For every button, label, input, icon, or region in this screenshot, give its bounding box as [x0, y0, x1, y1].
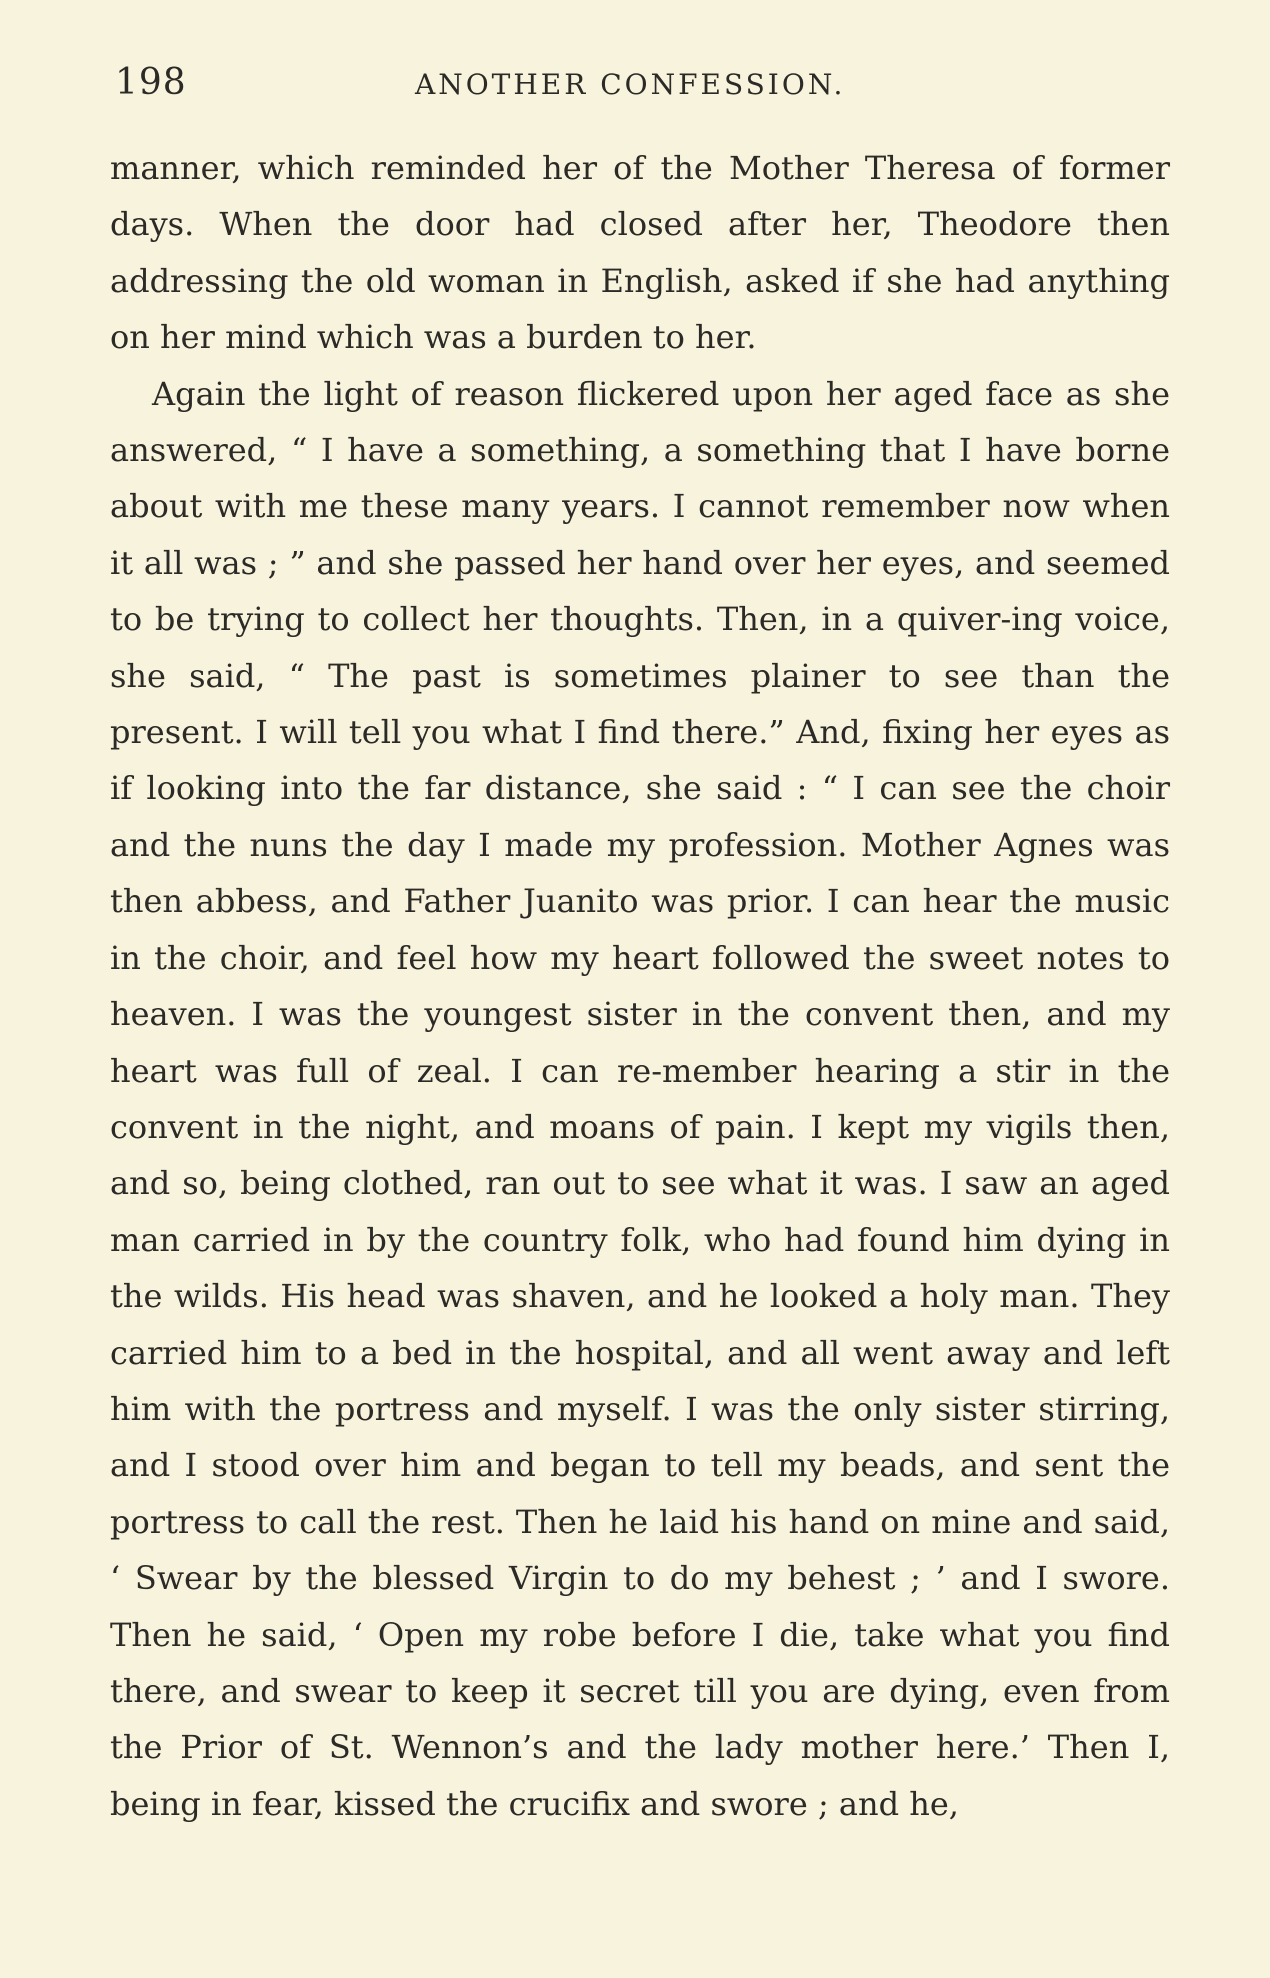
page-header — [105, 62, 1175, 112]
paragraph-continuation: manner, which reminded her of the Mother Theresa of former days. When the door had closed after her, Theodore then addressing the old woman in English, asked if she had anything on her mind which was a burden to her. — [110, 149, 1170, 357]
running-title: ANOTHER CONFESSION. — [415, 68, 846, 101]
body-text — [110, 140, 1170, 1832]
paragraph: Again the light of reason flickered upon her aged face as she answered, “ I have a something, a something that I have borne about with me these many years. I cannot remember now when it all was ; ” and she passed her hand over her eyes, and seemed to be trying to collect her thoughts. Then, in a quiver-ing voice, she said, “ The past is sometimes plainer to see than the present. I will tell you what I find there.” And, fixing her eyes as if looking into the far distance, she said : “ I can see the choir and the nuns the day I made my profession. Mother Agnes was then abbess, and Father Juanito was prior. I can hear the music in the choir, and feel how my heart followed the sweet notes to heaven. I was the youngest sister in the convent then, and my heart was full of zeal. I can re-member hearing a stir in the convent in the night, and moans of pain. I kept my vigils then, and so, being clothed, ran out to see what it was. I saw an aged man carried in by the country folk, who had found him dying in the wilds. His head was shaven, and he looked a holy man. They carried him to a bed in the hospital, and all went away and left him with the portress and myself. I was the only sister stirring, and I stood over him and began to tell my beads, and sent the portress to call the rest. Then he laid his hand on mine and said, ‘ Swear by the blessed Virgin to do my behest ; ’ and I swore. Then he said, ‘ Open my robe before I die, take what you find there, and swear to keep it secret till you are dying, even from the Prior of St. Wennon’s and the lady mother here.’ Then I, being in fear, kissed the crucifix and swore ; and he, — [110, 374, 1170, 1823]
page-number: 198 — [115, 62, 187, 103]
